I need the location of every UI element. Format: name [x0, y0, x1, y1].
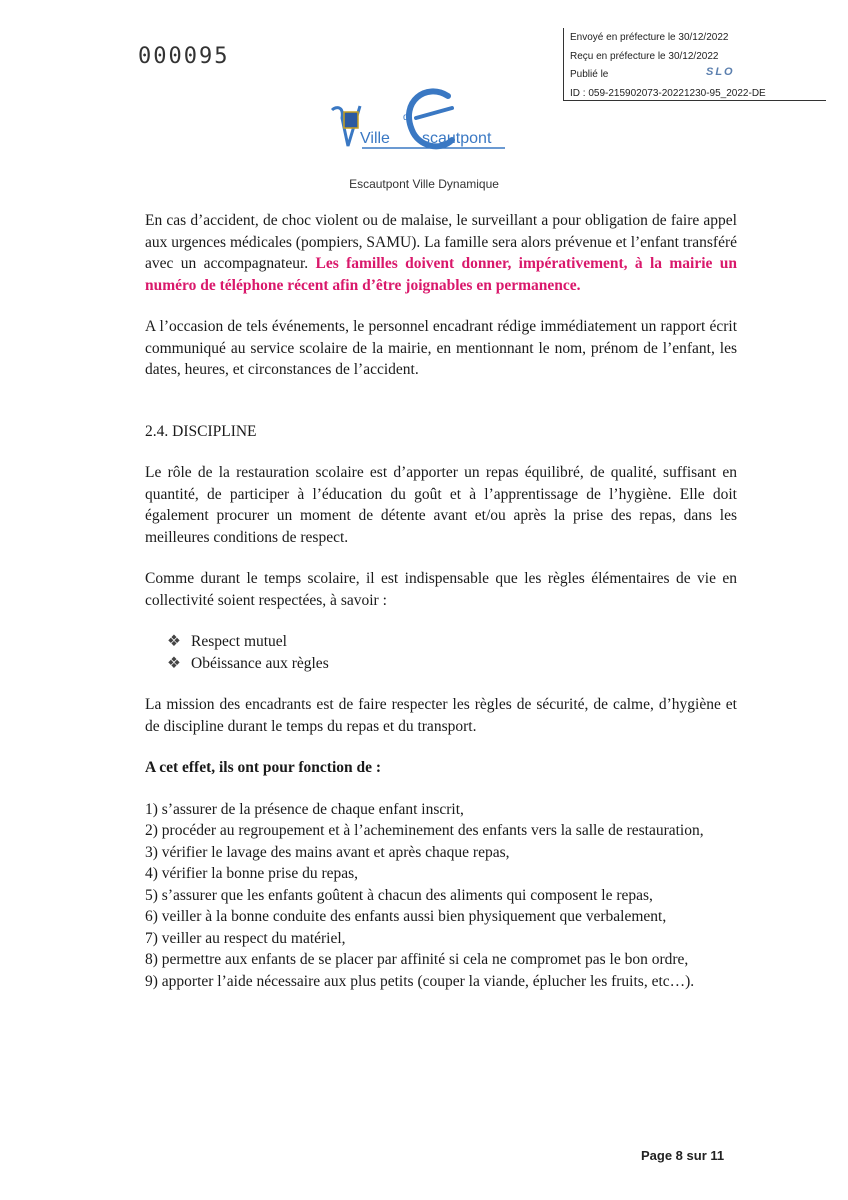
list-item: 8) permettre aux enfants de se placer par affinité si cela ne compromet pas le bon ordre,: [145, 951, 689, 968]
stamp-sent-line: Envoyé en préfecture le 30/12/2022: [570, 32, 729, 43]
coat-of-arms-icon: [344, 112, 358, 128]
list-item: 9) apporter l’aide nécessaire aux plus petits (couper la viande, éplucher les fruits, etc…).: [145, 972, 695, 990]
mission-paragraph: La mission des encadrants est de faire respecter les règles de sécurité, de calme, d’hygiène et de discipline durant le temps du repas et du transport.: [145, 696, 737, 735]
rules-intro-paragraph: Comme durant le temps scolaire, il est indispensable que les règles élémentaires de vie en collectivité soient respectées, à savoir :: [145, 570, 737, 609]
document-body: [145, 210, 737, 992]
phone-requirement-text: Les familles doivent donner, impérativement, à la mairie un numéro de téléphone récent afin d’être joignables en permanence.: [145, 255, 737, 294]
ville-escautpont-logo: [330, 88, 510, 168]
document-number: 000095: [138, 44, 230, 69]
functions-list: [145, 799, 737, 993]
stamp-published-line: Publié le: [570, 69, 609, 80]
prefecture-stamp: [563, 28, 826, 101]
section-heading: 2.4. DISCIPLINE: [145, 422, 257, 440]
logo-text-scautpont: scautpont: [422, 130, 492, 147]
bullet-diamond-icon: ❖: [167, 654, 181, 672]
accident-text: En cas d’accident, de choc violent ou de malaise, le surveillant a pour obligation de faire appel aux urgences médicales (pompiers, SAMU). La famille sera alors prévenue et l’enfant transféré avec un accompagnateur.: [145, 212, 737, 272]
list-item: 5) s’assurer que les enfants goûtent à chacun des aliments qui composent le repas,: [145, 886, 653, 904]
functions-heading: A cet effet, ils ont pour fonction de :: [145, 759, 382, 776]
accident-paragraph: [145, 210, 737, 296]
list-item: ❖ Obéissance aux règles: [167, 653, 737, 675]
stamp-slo-mark: SLO: [706, 66, 735, 78]
logo-caption: Escautpont Ville Dynamique: [349, 177, 499, 191]
role-paragraph: Le rôle de la restauration scolaire est d’apporter un repas équilibré, de qualité, suffisant en quantité, de participer à l’éducation du goût et à l’apprentissage de l’hygiène. Elle doit également procurer un moment de détente avant et/ou après la prise des repas, dans les meilleures conditions de respect.: [145, 464, 737, 546]
list-item: 1) s’assurer de la présence de chaque enfant inscrit,: [145, 800, 464, 818]
list-item: ❖ Respect mutuel: [167, 631, 737, 653]
stamp-received-line: Reçu en préfecture le 30/12/2022: [570, 51, 719, 62]
logo-text-d: d': [403, 112, 411, 123]
page-number: Page 8 sur 11: [641, 1148, 725, 1163]
list-item: 2) procéder au regroupement et à l’acheminement des enfants vers la salle de restauration,: [145, 822, 704, 839]
rules-list: [167, 631, 737, 674]
bullet-diamond-icon: ❖: [167, 633, 181, 650]
list-item: 3) vérifier le lavage des mains avant et après chaque repas,: [145, 843, 510, 861]
list-item: 4) vérifier la bonne prise du repas,: [145, 865, 359, 882]
logo-text-ville: Ville: [360, 130, 390, 147]
report-paragraph: A l’occasion de tels événements, le personnel encadrant rédige immédiatement un rapport écrit communiqué au service scolaire de la mairie, en mentionnant le nom, prénom de l’enfant, les dates, heures, et circonstances de l’accident.: [145, 318, 737, 378]
stamp-id-line: ID : 059-215902073-20221230-95_2022-DE: [570, 88, 766, 99]
list-item: 7) veiller au respect du matériel,: [145, 929, 346, 947]
list-item: 6) veiller à la bonne conduite des enfants aussi bien physiquement que verbalement,: [145, 908, 667, 925]
